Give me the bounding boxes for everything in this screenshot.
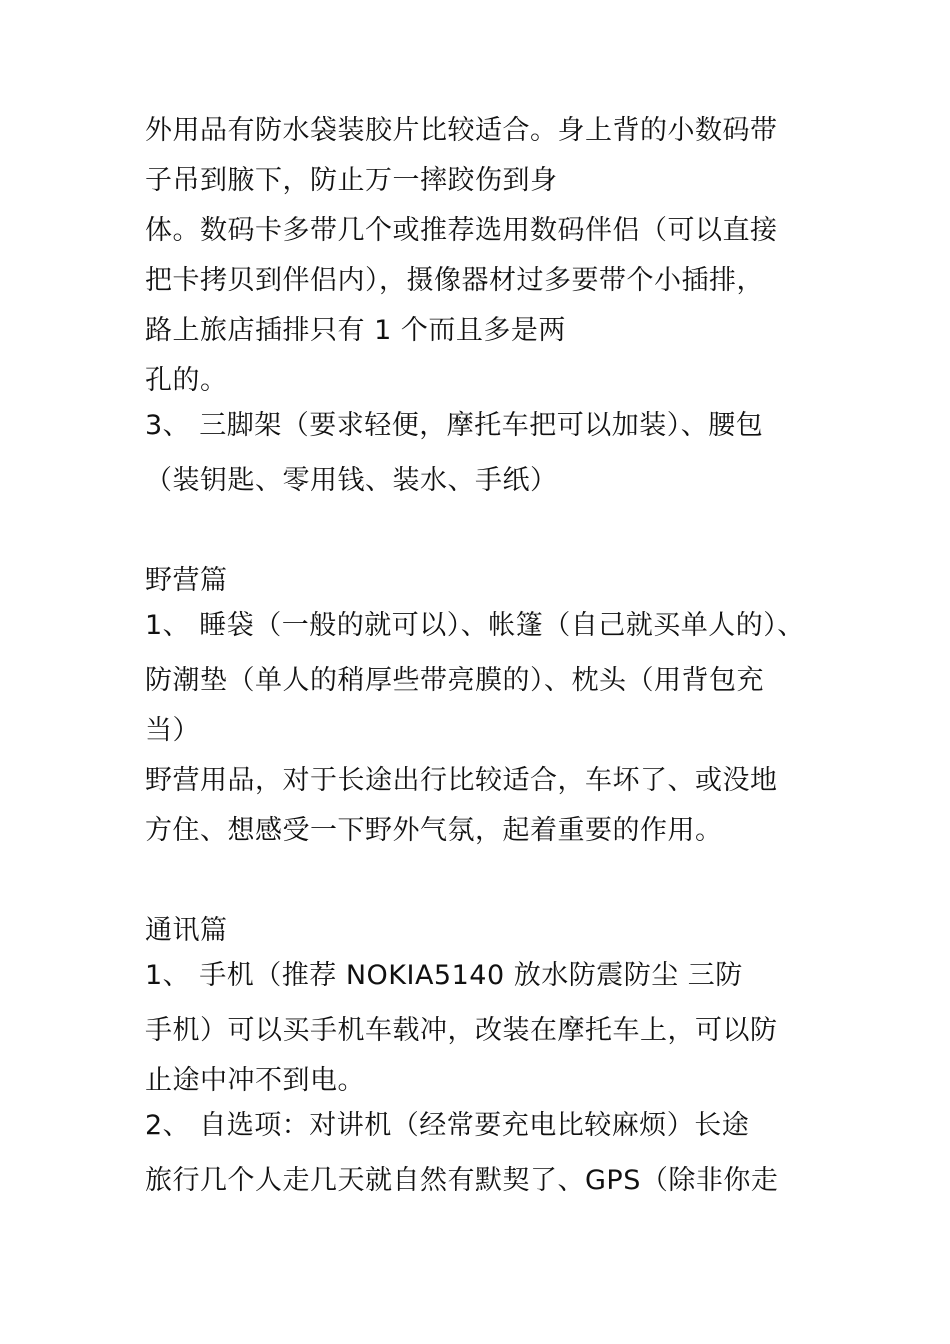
- text-line: 野营用品，对于长途出行比较适合，车坏了、或没地: [145, 765, 778, 796]
- text-line: 当）: [145, 715, 200, 746]
- text-line: （装钥匙、零用钱、装水、手纸）: [145, 465, 558, 496]
- list-item-3: 3、 三脚架（要求轻便，摩托车把可以加装）、腰包: [145, 410, 764, 441]
- text-line: 手机）可以买手机车载冲，改装在摩托车上，可以防: [145, 1015, 778, 1046]
- text-line: 把卡拷贝到伴侣内），摄像器材过多要带个小插排，: [145, 265, 764, 296]
- text-line: 外用品有防水袋装胶片比较适合。身上背的小数码带: [145, 115, 778, 146]
- text-line: 方住、想感受一下野外气氛，起着重要的作用。: [145, 815, 723, 846]
- text-line: 止途中冲不到电。: [145, 1065, 365, 1096]
- section-heading-communication: 通讯篇: [145, 915, 228, 946]
- text-line: 体。数码卡多带几个或推荐选用数码伴侣（可以直接: [145, 215, 778, 246]
- list-item-2: 2、 自选项：对讲机（经常要充电比较麻烦）长途: [145, 1110, 750, 1141]
- text-line: 孔的。: [145, 365, 228, 396]
- text-line: 防潮垫（单人的稍厚些带亮膜的）、枕头（用背包充: [145, 665, 764, 696]
- section-heading-camping: 野营篇: [145, 565, 228, 596]
- list-item-1: 1、 睡袋（一般的就可以）、帐篷（自己就买单人的）、: [145, 610, 805, 641]
- list-item-1: 1、 手机（推荐 NOKIA5140 放水防震防尘 三防: [145, 960, 743, 991]
- text-line: 路上旅店插排只有 1 个而且多是两: [145, 315, 566, 346]
- text-line: 旅行几个人走几天就自然有默契了、GPS（除非你走: [145, 1165, 779, 1196]
- text-line: 子吊到腋下，防止万一摔跤伤到身: [145, 165, 558, 196]
